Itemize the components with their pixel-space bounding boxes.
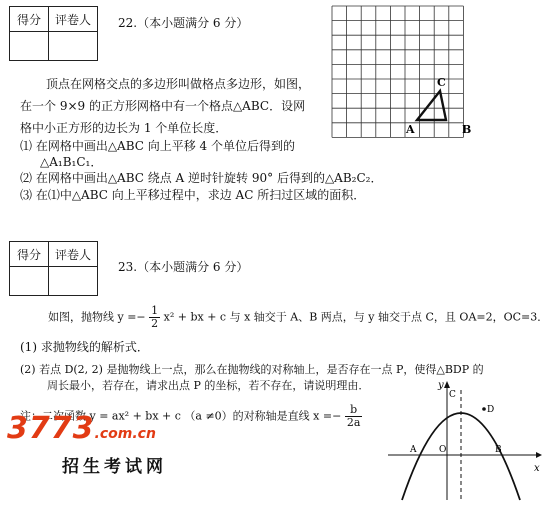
reviewer-header: 评卷人 bbox=[49, 242, 98, 267]
reviewer-cell bbox=[49, 32, 98, 61]
score-header: 得分 bbox=[10, 7, 49, 32]
q22-item-1-line-1: ⑴ 在网格中画出△ABC 向上平移 4 个单位后得到的 bbox=[20, 139, 296, 153]
q23-stem-before: 如图，抛物线 y =− bbox=[48, 310, 146, 324]
q23-stem-after: x² + bx + c 与 x 轴交于 A、B 两点，与 y 轴交于点 C，且 OA=2，OC=3． bbox=[163, 310, 549, 324]
q23-stem-fraction bbox=[149, 305, 160, 330]
q23-item-2-line-1: (2) 若点 D(2, 2) 是抛物线上一点，那么在抛物线的对称轴上，是否存在一点 P，使得△BDP 的 bbox=[20, 363, 484, 376]
q22-title: 22.（本小题满分 6 分） bbox=[118, 16, 249, 30]
point-label-a: A bbox=[410, 445, 417, 455]
vertex-label-a: A bbox=[406, 123, 415, 136]
fraction-denominator: 2 bbox=[151, 317, 159, 330]
y-axis-arrow bbox=[444, 381, 450, 388]
q22-intro-line-2: 在一个 9×9 的正方形网格中有一个格点△ABC．设网 bbox=[20, 99, 306, 113]
fraction-numerator: b bbox=[345, 404, 363, 417]
reviewer-cell bbox=[49, 267, 98, 296]
fraction-numerator: 1 bbox=[151, 304, 159, 317]
axis-label-y: y bbox=[438, 380, 444, 391]
q22-item-3: ⑶ 在⑴中△ABC 向上平移过程中，求边 AC 所扫过区域的面积． bbox=[20, 188, 366, 202]
q22-intro-line-3: 格中小正方形的边长为 1 个单位长度． bbox=[20, 121, 228, 135]
q23-note-before: 注：二次函数 y = ax² + bx + c （a ≠0）的对称轴是直线 x =− bbox=[20, 409, 342, 423]
grid-figure bbox=[329, 3, 489, 139]
grid-lines bbox=[332, 6, 463, 137]
q23-note-fraction bbox=[345, 404, 363, 429]
point-label-d: D bbox=[487, 405, 495, 415]
q23-stem bbox=[48, 305, 548, 330]
point-label-b: B bbox=[495, 445, 502, 455]
score-box-22 bbox=[9, 6, 98, 61]
q23-title: 23.（本小题满分 6 分） bbox=[118, 260, 249, 274]
point-label-c: C bbox=[449, 390, 456, 400]
score-box-23 bbox=[9, 241, 98, 296]
watermark-number: 3773 bbox=[7, 411, 95, 446]
q22-intro-line-1: 顶点在网格交点的多边形叫做格点多边形，如图， bbox=[46, 77, 311, 91]
score-cell bbox=[10, 32, 49, 61]
triangle-abc bbox=[417, 91, 446, 120]
x-axis-arrow bbox=[536, 452, 542, 458]
score-header: 得分 bbox=[10, 242, 49, 267]
watermark-domain: .com.cn bbox=[94, 426, 156, 442]
q22-item-2: ⑵ 在网格中画出△ABC 绕点 A 逆时针旋转 90° 后得到的△AB₂C₂． bbox=[20, 171, 383, 185]
score-cell bbox=[10, 267, 49, 296]
parabola-graph bbox=[384, 376, 544, 504]
vertex-label-b: B bbox=[462, 123, 472, 136]
watermark-subtitle: 招生考试网 bbox=[62, 457, 167, 477]
reviewer-header: 评卷人 bbox=[49, 7, 98, 32]
point-d bbox=[482, 407, 486, 411]
vertex-label-c: C bbox=[437, 76, 446, 89]
axis-label-x: x bbox=[534, 463, 540, 474]
watermark-logo bbox=[7, 411, 156, 446]
q22-item-1-line-2: △A₁B₁C₁． bbox=[40, 155, 103, 169]
fraction-denominator: 2a bbox=[346, 416, 361, 429]
q23-item-1: (1) 求抛物线的解析式． bbox=[20, 340, 149, 354]
point-label-o: O bbox=[439, 445, 447, 455]
q23-item-2-line-2: 周长最小，若存在，请求出点 P 的坐标，若不存在，请说明理由． bbox=[47, 379, 370, 392]
